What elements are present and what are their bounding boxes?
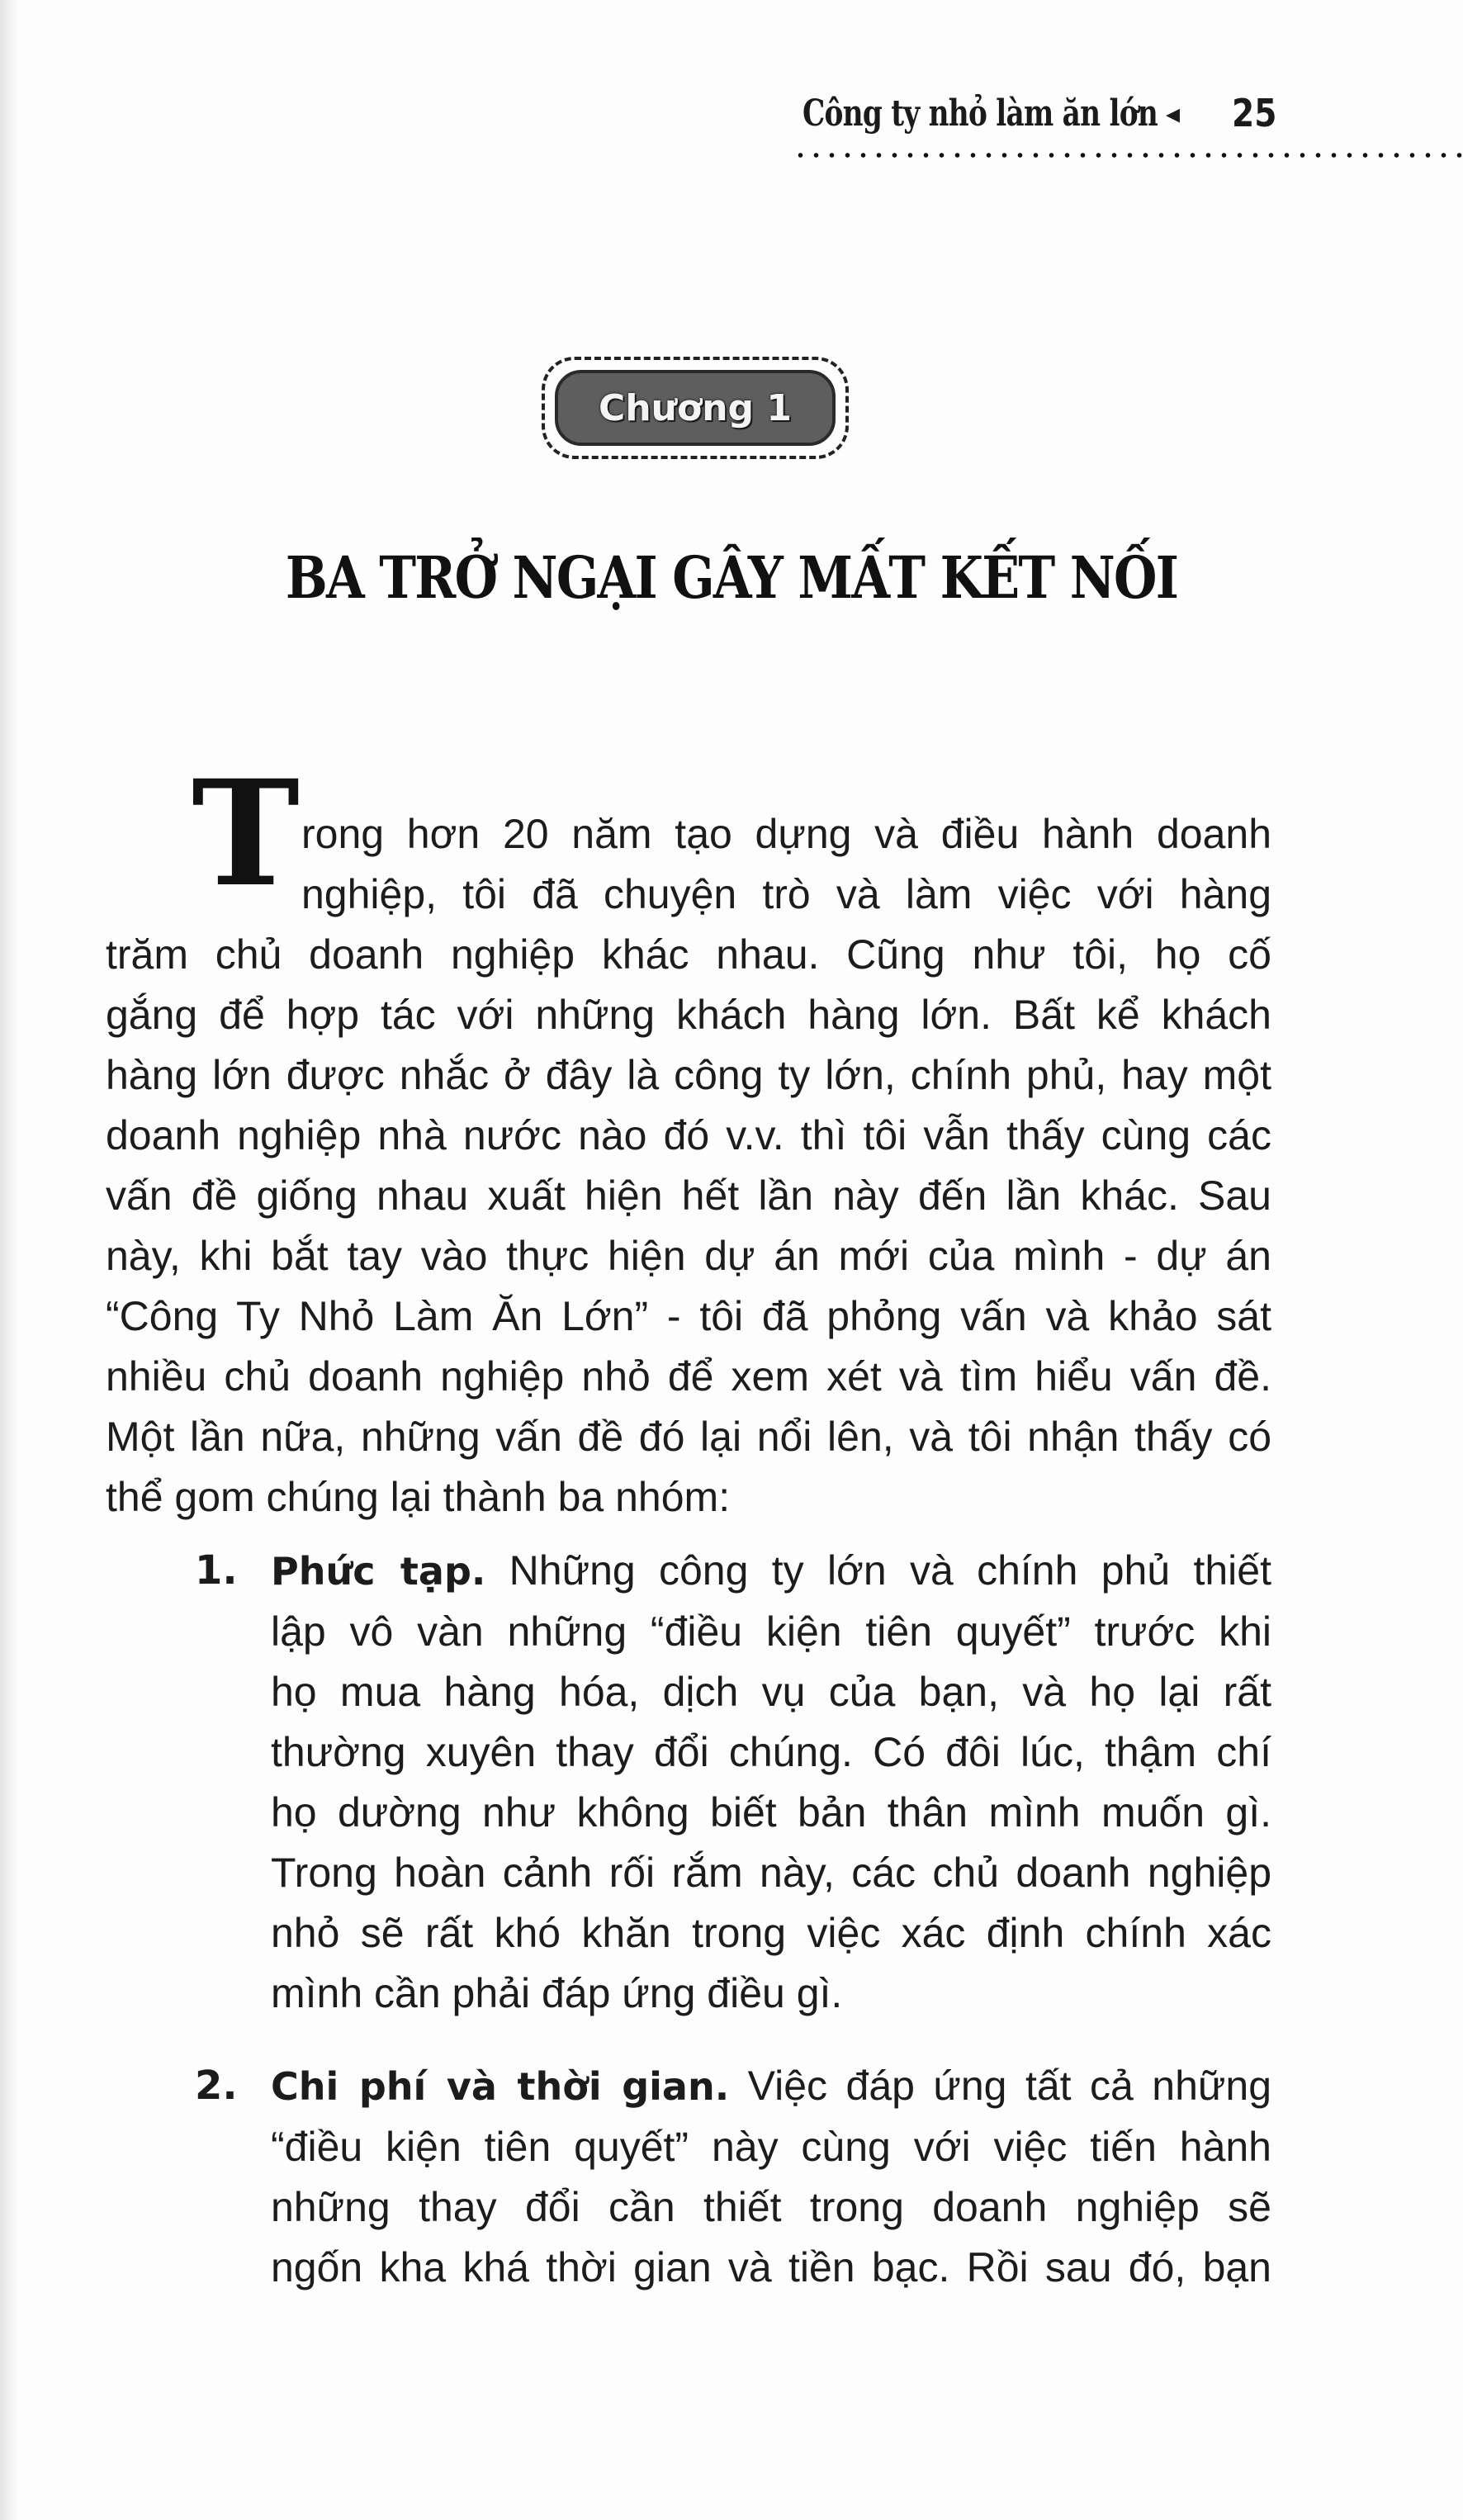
list-line: họ mua hàng hóa, dịch vụ của bạn, và họ lại rất: [271, 1669, 1271, 1715]
list-line: Trong hoàn cảnh rối rắm này, các chủ doanh nghiệp: [271, 1850, 1271, 1896]
list-line: mình cần phải đáp ứng điều gì.: [271, 1970, 843, 2016]
chapter-badge: [555, 370, 836, 446]
ornament-arrow-icon: ◂: [1166, 97, 1181, 130]
list-item-cost-time: [271, 2056, 1271, 2298]
chapter-title: BA TRỞ NGẠI GÂY MẤT KẾT NỐI: [285, 543, 1178, 612]
paragraph-line: Một lần nữa, những vấn đề đó lại nổi lên, và tôi nhận thấy có: [106, 1414, 1271, 1460]
list-line: lập vô vàn những “điều kiện tiên quyết” trước khi: [271, 1608, 1271, 1655]
paragraph-line: nghiệp, tôi đã chuyện trò và làm việc với hàng: [301, 871, 1271, 917]
list-line: thường xuyên thay đổi chúng. Có đôi lúc, thậm chí: [271, 1729, 1271, 1775]
header-dotted-rule: [793, 152, 1463, 159]
list-line: họ dường như không biết bản thân mình muốn gì.: [271, 1789, 1271, 1836]
intro-paragraph-indented: [301, 804, 1271, 925]
list-line: những thay đổi cần thiết trong doanh nghiệp sẽ: [271, 2184, 1271, 2230]
paragraph-line: gắng để hợp tác với những khách hàng lớn. Bất kể khách: [106, 992, 1271, 1038]
list-number: 2.: [195, 2063, 238, 2109]
list-item-lead: Chi phí và thời gian.: [271, 2064, 730, 2109]
paragraph-line: vấn đề giống nhau xuất hiện hết lần này đến lần khác. Sau: [106, 1172, 1271, 1219]
running-header-title: Công ty nhỏ làm ăn lớn: [803, 92, 1158, 135]
list-item-text: Việc đáp ứng tất cả những: [729, 2063, 1272, 2109]
paragraph-line: hàng lớn được nhắc ở đây là công ty lớn, chính phủ, hay một: [106, 1052, 1271, 1098]
paragraph-line: doanh nghiệp nhà nước nào đó v.v. thì tôi vẫn thấy cùng các: [106, 1112, 1271, 1158]
list-item-complexity: [271, 1541, 1271, 2024]
paragraph-line: trăm chủ doanh nghiệp khác nhau. Cũng như tôi, họ cố: [106, 931, 1271, 978]
list-line: ngốn kha khá thời gian và tiền bạc. Rồi sau đó, bạn: [271, 2244, 1271, 2290]
page-edge-shadow: [0, 0, 18, 2520]
drop-cap: T: [192, 748, 300, 919]
paragraph-line: thể gom chúng lại thành ba nhóm:: [106, 1474, 731, 1520]
list-line: nhỏ sẽ rất khó khăn trong việc xác định chính xác: [271, 1910, 1271, 1956]
paragraph-line: “Công Ty Nhỏ Làm Ăn Lớn” - tôi đã phỏng vấn và khảo sát: [106, 1293, 1271, 1339]
page-number: 25: [1232, 91, 1277, 135]
list-item-lead: Phức tạp.: [271, 1549, 486, 1594]
paragraph-line: rong hơn 20 năm tạo dựng và điều hành doanh: [301, 811, 1271, 857]
list-item-text: Những công ty lớn và chính phủ thiết: [485, 1547, 1271, 1594]
list-number: 1.: [195, 1547, 238, 1594]
list-line: “điều kiện tiên quyết” này cùng với việc tiến hành: [271, 2124, 1271, 2170]
paragraph-line: nhiều chủ doanh nghiệp nhỏ để xem xét và tìm hiểu vấn đề.: [106, 1353, 1271, 1400]
chapter-label: Chương 1: [599, 386, 792, 429]
intro-paragraph: [106, 925, 1271, 1528]
paragraph-line: này, khi bắt tay vào thực hiện dự án mới của mình - dự án: [106, 1233, 1271, 1279]
